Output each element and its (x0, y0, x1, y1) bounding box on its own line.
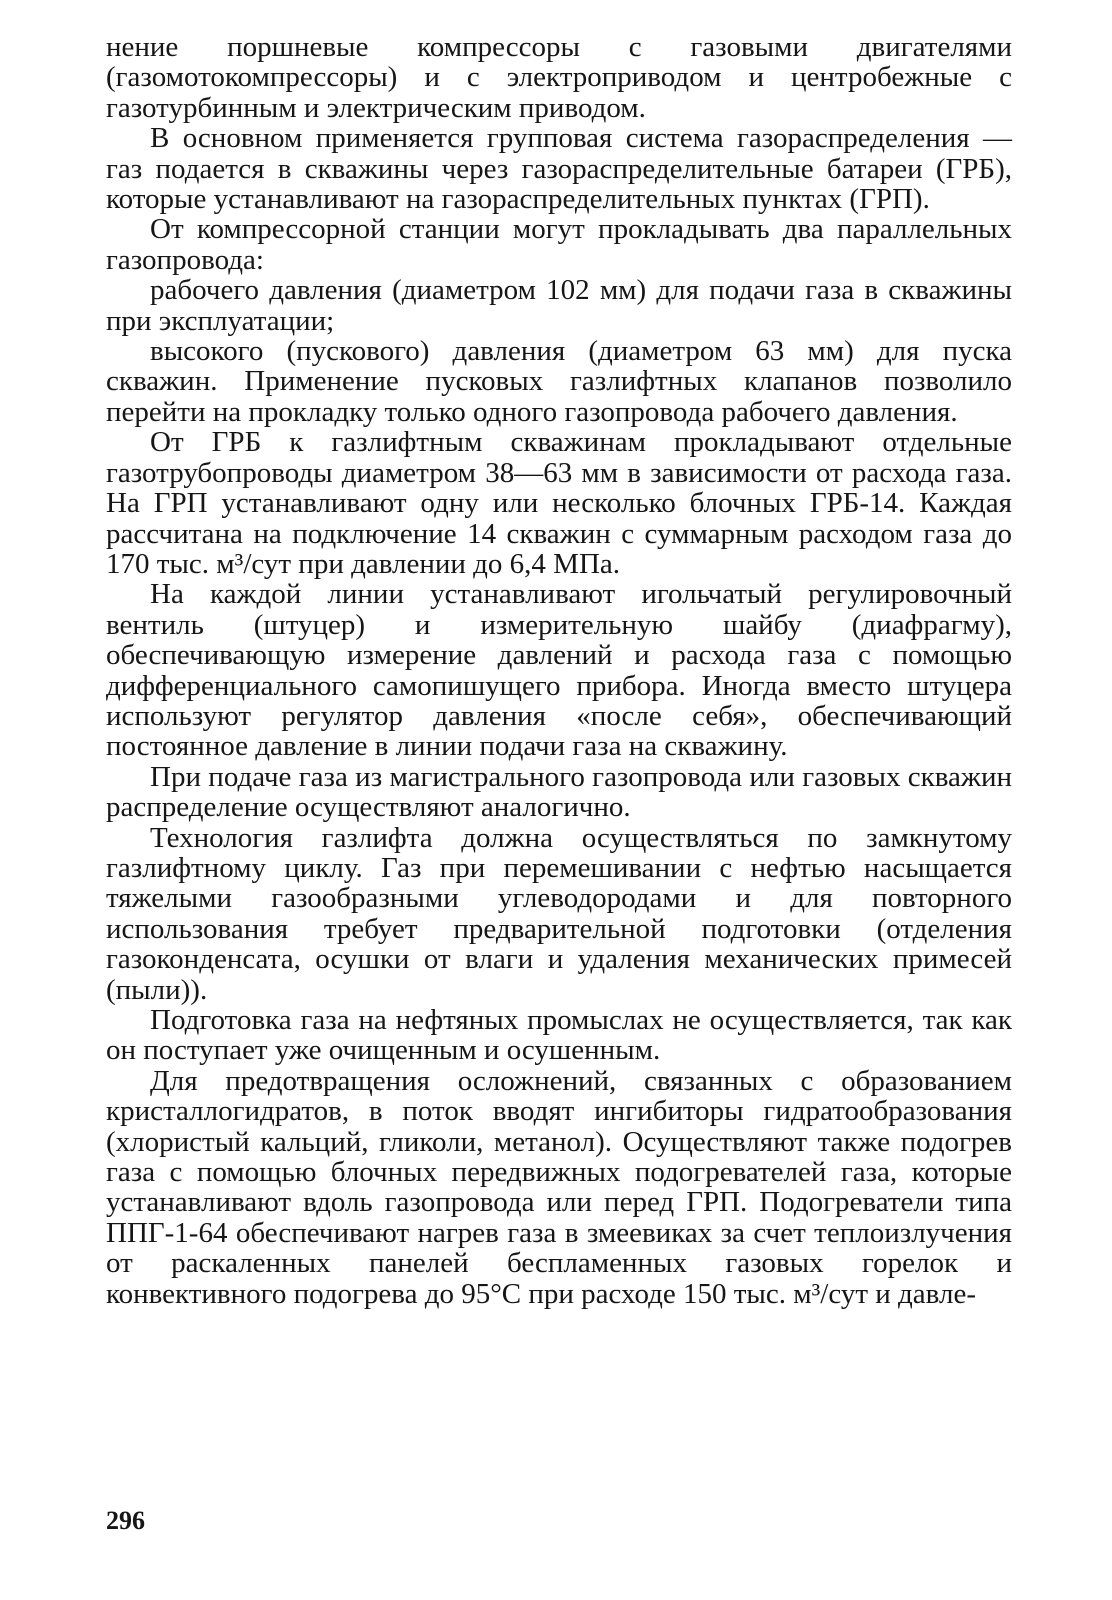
paragraph: рабочего давления (диаметром 102 мм) для подачи газа в скважины при эксплуатации; (106, 274, 1012, 337)
paragraph: От ГРБ к газлифтным скважинам прокладывают отдельные газотрубопроводы диаметром 38—63 мм в зависимости от расхода газа. На ГРП устанавливают одну или несколько блочных ГРБ-14. Каждая рассчитана на подключение 14 скважин с суммарным расходом газа до 170 тыс. м³/сут при давлении до 6,4 МПа. (106, 426, 1012, 580)
paragraph: Для предотвращения осложнений, связанных с образованием кристаллогидратов, в поток вводят ингибиторы гидратообразования (хлористый кальций, гликоли, метанол). Осуществляют также подогрев газа с помощью блочных передвижных подогревателей газа, которые устанавливают вдоль газопровода или перед ГРП. Подогреватели типа ППГ-1-64 обеспечивают нагрев газа в змеевиках за счет теплоизлучения от раскаленных панелей беспламенных газовых горелок и конвективного подогрева до 95°С при расходе 150 тыс. м³/сут и давле- (106, 1064, 1012, 1310)
paragraph: Подготовка газа на нефтяных промыслах не осуществляется, так как он поступает уже очищенным и осушенным. (106, 1004, 1012, 1067)
page-body (106, 32, 1012, 1309)
page-number: 296 (106, 1506, 145, 1535)
paragraph: высокого (пускового) давления (диаметром 63 мм) для пуска скважин. Применение пусковых газлифтных клапанов позволило перейти на прокладку только одного газопровода рабочего давления. (106, 335, 1012, 428)
paragraph: нение поршневые компрессоры с газовыми двигателями (газомотокомпрессоры) и с электроприводом и центробежные с газотурбинным и электрическим приводом. (106, 31, 1012, 124)
paragraph: От компрессорной станции могут прокладывать два параллельных газопровода: (106, 213, 1012, 276)
paragraph: Технология газлифта должна осуществляться по замкнутому газлифтному циклу. Газ при перемешивании с нефтью насыщается тяжелыми газообразными углеводородами и для повторного использования требует предварительной подготовки (отделения газоконденсата, осушки от влаги и удаления механических примесей (пыли)). (106, 821, 1012, 1006)
paragraph: При подаче газа из магистрального газопровода или газовых скважин распределение осуществляют аналогично. (106, 760, 1012, 824)
paragraph: В основном применяется групповая система газораспределения — газ подается в скважины через газораспределительные батареи (ГРБ), которые устанавливают на газораспределительных пунктах (ГРП). (106, 122, 1012, 216)
paragraph: На каждой линии устанавливают игольчатый регулировочный вентиль (штуцер) и измерительную шайбу (диафрагму), обеспечивающую измерение давлений и расхода газа с помощью дифференциального самопишущего прибора. Иногда вместо штуцера используют регулятор давления «после себя», обеспечивающий постоянное давление в линии подачи газа на скважину. (106, 578, 1012, 763)
